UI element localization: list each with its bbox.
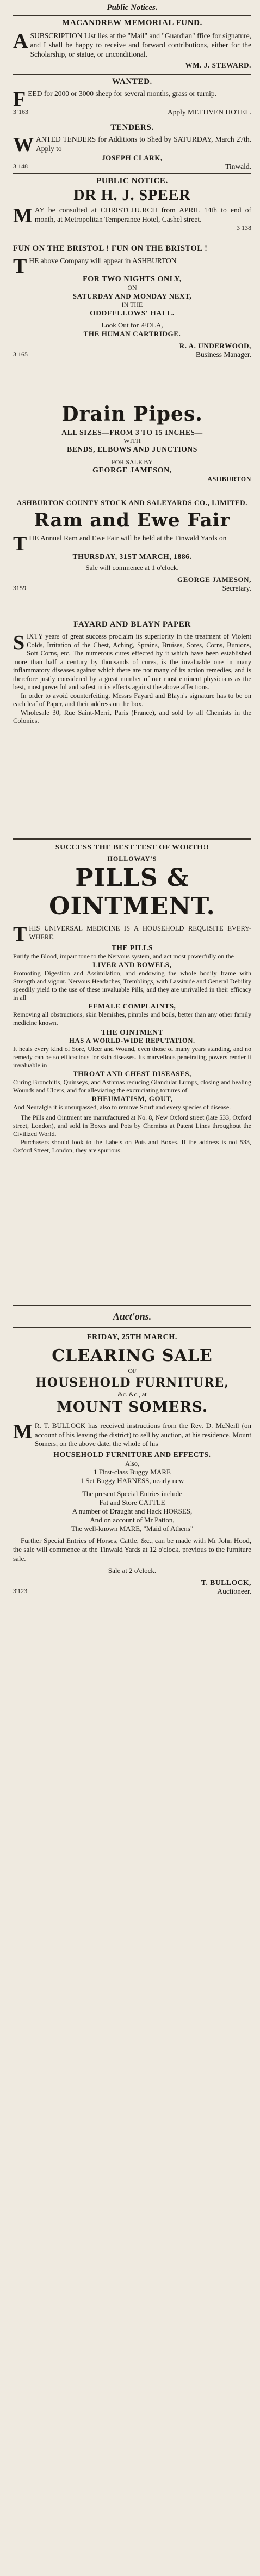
ad-role: Secretary.: [222, 584, 251, 592]
drop-cap: S: [13, 631, 25, 654]
ad-role: Business Manager.: [196, 350, 251, 359]
ad-body-text: EED for 2000 or 3000 sheep for several months, grass or turnip.: [28, 89, 217, 98]
drop-cap: T: [13, 923, 27, 946]
column-header-text: Public Notices.: [107, 3, 158, 12]
ad-item: The well-known MARE, "Maid of Athens": [71, 1524, 194, 1533]
ad-ref: 3 165: [13, 350, 28, 358]
ad-title: Ram and Ewe Fair: [34, 509, 231, 531]
ad-title: HOUSEHOLD FURNITURE,: [35, 1376, 229, 1390]
ad-title: CLEARING SALE: [52, 1346, 213, 1365]
ad-company: ASHBURTON COUNTY STOCK AND SALEYARDS CO., LIMITED.: [16, 499, 248, 507]
ad-item: Fat and Store CATTLE: [99, 1498, 165, 1506]
ad-line: BENDS, ELBOWS AND JUNCTIONS: [67, 445, 197, 453]
ad-item: And on account of Mr Patton,: [90, 1515, 175, 1524]
column-header: [13, 3, 251, 13]
wanted-ad: [13, 77, 251, 117]
ad-body: [13, 133, 251, 156]
ad-brand: HOLLOWAY'S: [107, 855, 157, 862]
ad-paragraph: Purchasers should look to the Labels on Pots and Boxes. If the address is not 533, Oxford Street, London, they are spurious.: [13, 1138, 251, 1154]
ad-paragraph: Further Special Entries of Horses, Cattle, &c., can be made with Mr John Hood, the sale will commence at the Tinwald Yards at 12 o'clock, previous to the furniture sale.: [13, 1536, 251, 1563]
ad-line: The present Special Entries include: [82, 1489, 183, 1498]
ad-contact: Apply METHVEN HOTEL.: [167, 108, 251, 116]
ad-caution: In order to avoid counterfeiting, Messrs Fayard and Blayn's signature has to be on each leaf of Paper, and their address on the box.: [13, 691, 251, 708]
drop-cap: W: [13, 133, 34, 156]
fayard-blayn-ad: [13, 620, 251, 726]
holloway-ad: [13, 842, 251, 1155]
ad-footer: [13, 350, 251, 359]
ad-body: [13, 31, 251, 59]
ad-paragraph: And Neuralgia it is unsurpassed, also to remove Scurf and every species of disease.: [13, 1103, 231, 1111]
ram-ewe-fair-ad: [13, 498, 251, 593]
ad-line: Look Out for ÆOLA,: [101, 321, 163, 329]
divider: [13, 239, 251, 240]
ad-line: Sale will commence at 1 o'clock.: [85, 563, 179, 572]
ad-line: OF: [128, 1367, 137, 1375]
ad-subhead: THE PILLS: [111, 944, 153, 952]
ad-wholesale: Wholesale 30, Rue Saint-Merri, Paris (France), and sold by all Chemists in the Colonies.: [13, 708, 251, 725]
ad-intro: [13, 923, 251, 946]
ad-paragraph: Curing Bronchitis, Quinseys, and Asthmas reducing Glandular Lumps, closing and healing Wounds and Ulcers, and for alleviating the excruciating tortures of: [13, 1078, 251, 1094]
ad-body-text: HE above Company will appear in ASHBURTON: [29, 257, 177, 265]
ad-subhead: THROAT AND CHEST DISEASES,: [73, 1070, 191, 1078]
ad-paragraph: It heals every kind of Sore, Ulcer and Wound, even those of many years standing, and no remedy can be so efficacious for skin diseases. Its marvellous penetrating powers render it invaluable in: [13, 1045, 251, 1069]
divider: [13, 838, 251, 840]
divider: [13, 616, 251, 617]
ad-title: FAYARD AND BLAYN PAPER: [73, 620, 191, 629]
ad-ref: 3'123: [13, 1587, 28, 1595]
ad-place: Tinwald.: [225, 162, 251, 171]
ad-subhead: LIVER AND BOWELS,: [92, 961, 172, 969]
ad-body: [13, 204, 251, 227]
ad-name: JOSEPH CLARK,: [102, 154, 163, 162]
ad-body-text: HE Annual Ram and Ewe Fair will be held at the Tinwald Yards on: [29, 534, 227, 542]
ad-signature: WM. J. STEWARD.: [185, 61, 251, 69]
ad-line: WITH: [123, 437, 141, 445]
ad-line: Also,: [125, 1459, 139, 1467]
ad-body-text: AY be consulted at CHRISTCHURCH from APRIL 14th to end of month, at Metropolitan Temperance Hotel, Cashel street.: [34, 206, 251, 223]
ad-place: MOUNT SOMERS.: [57, 1399, 208, 1415]
divider: [13, 1327, 251, 1328]
ad-title: MACANDREW MEMORIAL FUND.: [62, 19, 202, 27]
speer-ad: [13, 177, 251, 232]
ad-footer: [13, 1587, 251, 1596]
ad-success: SUCCESS THE BEST TEST OF WORTH!!: [55, 843, 209, 852]
ad-line: IN THE: [121, 301, 143, 308]
ad-body: [13, 633, 251, 692]
ad-paragraph: Removing all obstructions, skin blemishes, pimples and boils, better than any other family medicine known.: [13, 1011, 251, 1026]
bristol-ad: [13, 243, 251, 359]
divider: [13, 74, 251, 75]
ad-ref: 3 138: [237, 224, 251, 232]
ad-title: PILLS & OINTMENT.: [49, 864, 215, 920]
ad-line: &c. &c., at: [117, 1390, 147, 1398]
ad-item: 1 Set Buggy HARNESS, nearly new: [80, 1476, 184, 1485]
ad-intro-text: HIS UNIVERSAL MEDICINE IS A HOUSEHOLD REQUISITE EVERY-WHERE.: [29, 925, 251, 941]
ad-date: FRIDAY, 25TH MARCH.: [87, 1333, 177, 1341]
tenders-ad: [13, 123, 251, 171]
ad-title: WANTED.: [112, 77, 152, 86]
ad-item: 1 First-class Buggy MARE: [94, 1467, 171, 1476]
macandrew-ad: [13, 19, 251, 70]
ad-title: PUBLIC NOTICE.: [96, 177, 168, 185]
ad-footer: [13, 162, 251, 171]
ad-body: [13, 88, 251, 111]
ad-line: FOR SALE BY: [111, 458, 153, 466]
drop-cap: T: [13, 532, 27, 555]
divider: [13, 494, 251, 495]
ad-line: ODDFELLOWS' HALL.: [90, 309, 175, 317]
drop-cap: M: [13, 204, 33, 227]
ad-line: SATURDAY AND MONDAY NEXT,: [72, 292, 192, 300]
ad-item: A number of Draught and Hack HORSES,: [72, 1506, 193, 1515]
divider: [13, 15, 251, 16]
ad-paragraph: The Pills and Ointment are manufactured at No. 8, New Oxford street (late 533, Oxford street, London), and sold in Boxes and Pots by Chemists at Patent Lines throughout the Civilized World.: [13, 1114, 251, 1138]
drain-pipes-ad: [13, 403, 251, 483]
divider: [13, 1305, 251, 1307]
ad-body-text: SUBSCRIPTION List lies at the "Mail" and "Guardian" ffice for signature, and I shall be happy to receive and forward contributions, either for the Scholarship, or statue, or unconditional.: [30, 32, 251, 58]
ad-body: [13, 255, 251, 278]
ad-subhead: HAS A WORLD-WIDE REPUTATION.: [69, 1037, 195, 1044]
ad-name: GEORGE JAMESON,: [92, 466, 172, 475]
ad-place: ASHBURTON: [207, 475, 251, 483]
ad-title: TENDERS.: [110, 123, 154, 132]
ad-title: FUN ON THE BRISTOL ! FUN ON THE BRISTOL !: [13, 244, 208, 253]
divider: [13, 173, 251, 174]
drop-cap: M: [13, 1420, 33, 1443]
ad-subhead: THE OINTMENT: [101, 1028, 164, 1036]
ad-date: THURSDAY, 31ST MARCH, 1886.: [72, 552, 192, 561]
ad-footer: [13, 584, 251, 593]
ad-footer: [13, 108, 251, 117]
ad-ref: 3 148: [13, 162, 28, 170]
drop-cap: A: [13, 30, 28, 53]
ad-name: GEORGE JAMESON,: [177, 575, 251, 584]
ad-time: Sale at 2 o'clock.: [108, 1566, 157, 1575]
section-header: Auct'ons.: [113, 1311, 152, 1322]
ad-line: FOR TWO NIGHTS ONLY,: [83, 275, 182, 283]
drop-cap: T: [13, 255, 27, 278]
ad-role: Auctioneer.: [217, 1587, 251, 1595]
ad-body-text: IXTY years of great success proclaim its superiority in the treatment of Violent Colds, Irritation of the Chest, Aching, Sprains, Bruises, Sores, Corns, Bunions, Soft Corns, etc. The numerous cures effected by it which have been established more than half a century by thousands of cures, is the invaluable one in many inflammatory diseases against which there are not many of its action remedies, and is therefore justly considered by a great number of our most eminent physicians as the best, most powerful and safest in its effects against the above affections.: [13, 633, 251, 691]
ad-line: ALL SIZES—FROM 3 TO 15 INCHES—: [61, 428, 203, 436]
ad-paragraph: Purify the Blood, impart tone to the Nervous system, and act most powerfully on the: [13, 952, 234, 960]
ad-paragraph: Promoting Digestion and Assimilation, and endowing the whole bodily frame with Strength and vigour. Nervous Headaches, Tremblings, with Lassitude and General Debility speedily yield to the use of these invaluable Pills, and they are unrivalled in their efficacy in all: [13, 969, 251, 1001]
ad-subhead: FEMALE COMPLAINTS,: [88, 1002, 176, 1010]
ad-line: THE HUMAN CARTRIDGE.: [83, 330, 181, 338]
ad-body: [13, 1421, 251, 1449]
ad-name: R. A. UNDERWOOD,: [179, 342, 251, 350]
ad-body-text: ANTED TENDERS for Additions to Shed by SATURDAY, March 27th. Apply to: [36, 135, 251, 153]
ad-name: T. BULLOCK,: [201, 1578, 251, 1587]
ad-ref: 3159: [13, 584, 26, 592]
ad-line: ON: [127, 284, 137, 291]
drop-cap: F: [13, 88, 26, 111]
ad-line: HOUSEHOLD FURNITURE AND EFFECTS.: [53, 1450, 211, 1459]
ad-body: [13, 532, 251, 555]
ad-title: Drain Pipes.: [61, 403, 203, 426]
divider: [13, 399, 251, 400]
auctions-section: [13, 1311, 251, 1596]
ad-ref: 3ʻ163: [13, 108, 28, 116]
ad-body-text: R. T. BULLOCK has received instructions from the Rev. D. McNeill (on account of his leaving the district) to sell by auction, at his residence, Mount Somers, on the above date, the whole of his: [34, 1421, 251, 1448]
ad-subhead: RHEUMATISM, GOUT,: [91, 1095, 173, 1103]
ad-name: DR H. J. SPEER: [73, 187, 191, 204]
